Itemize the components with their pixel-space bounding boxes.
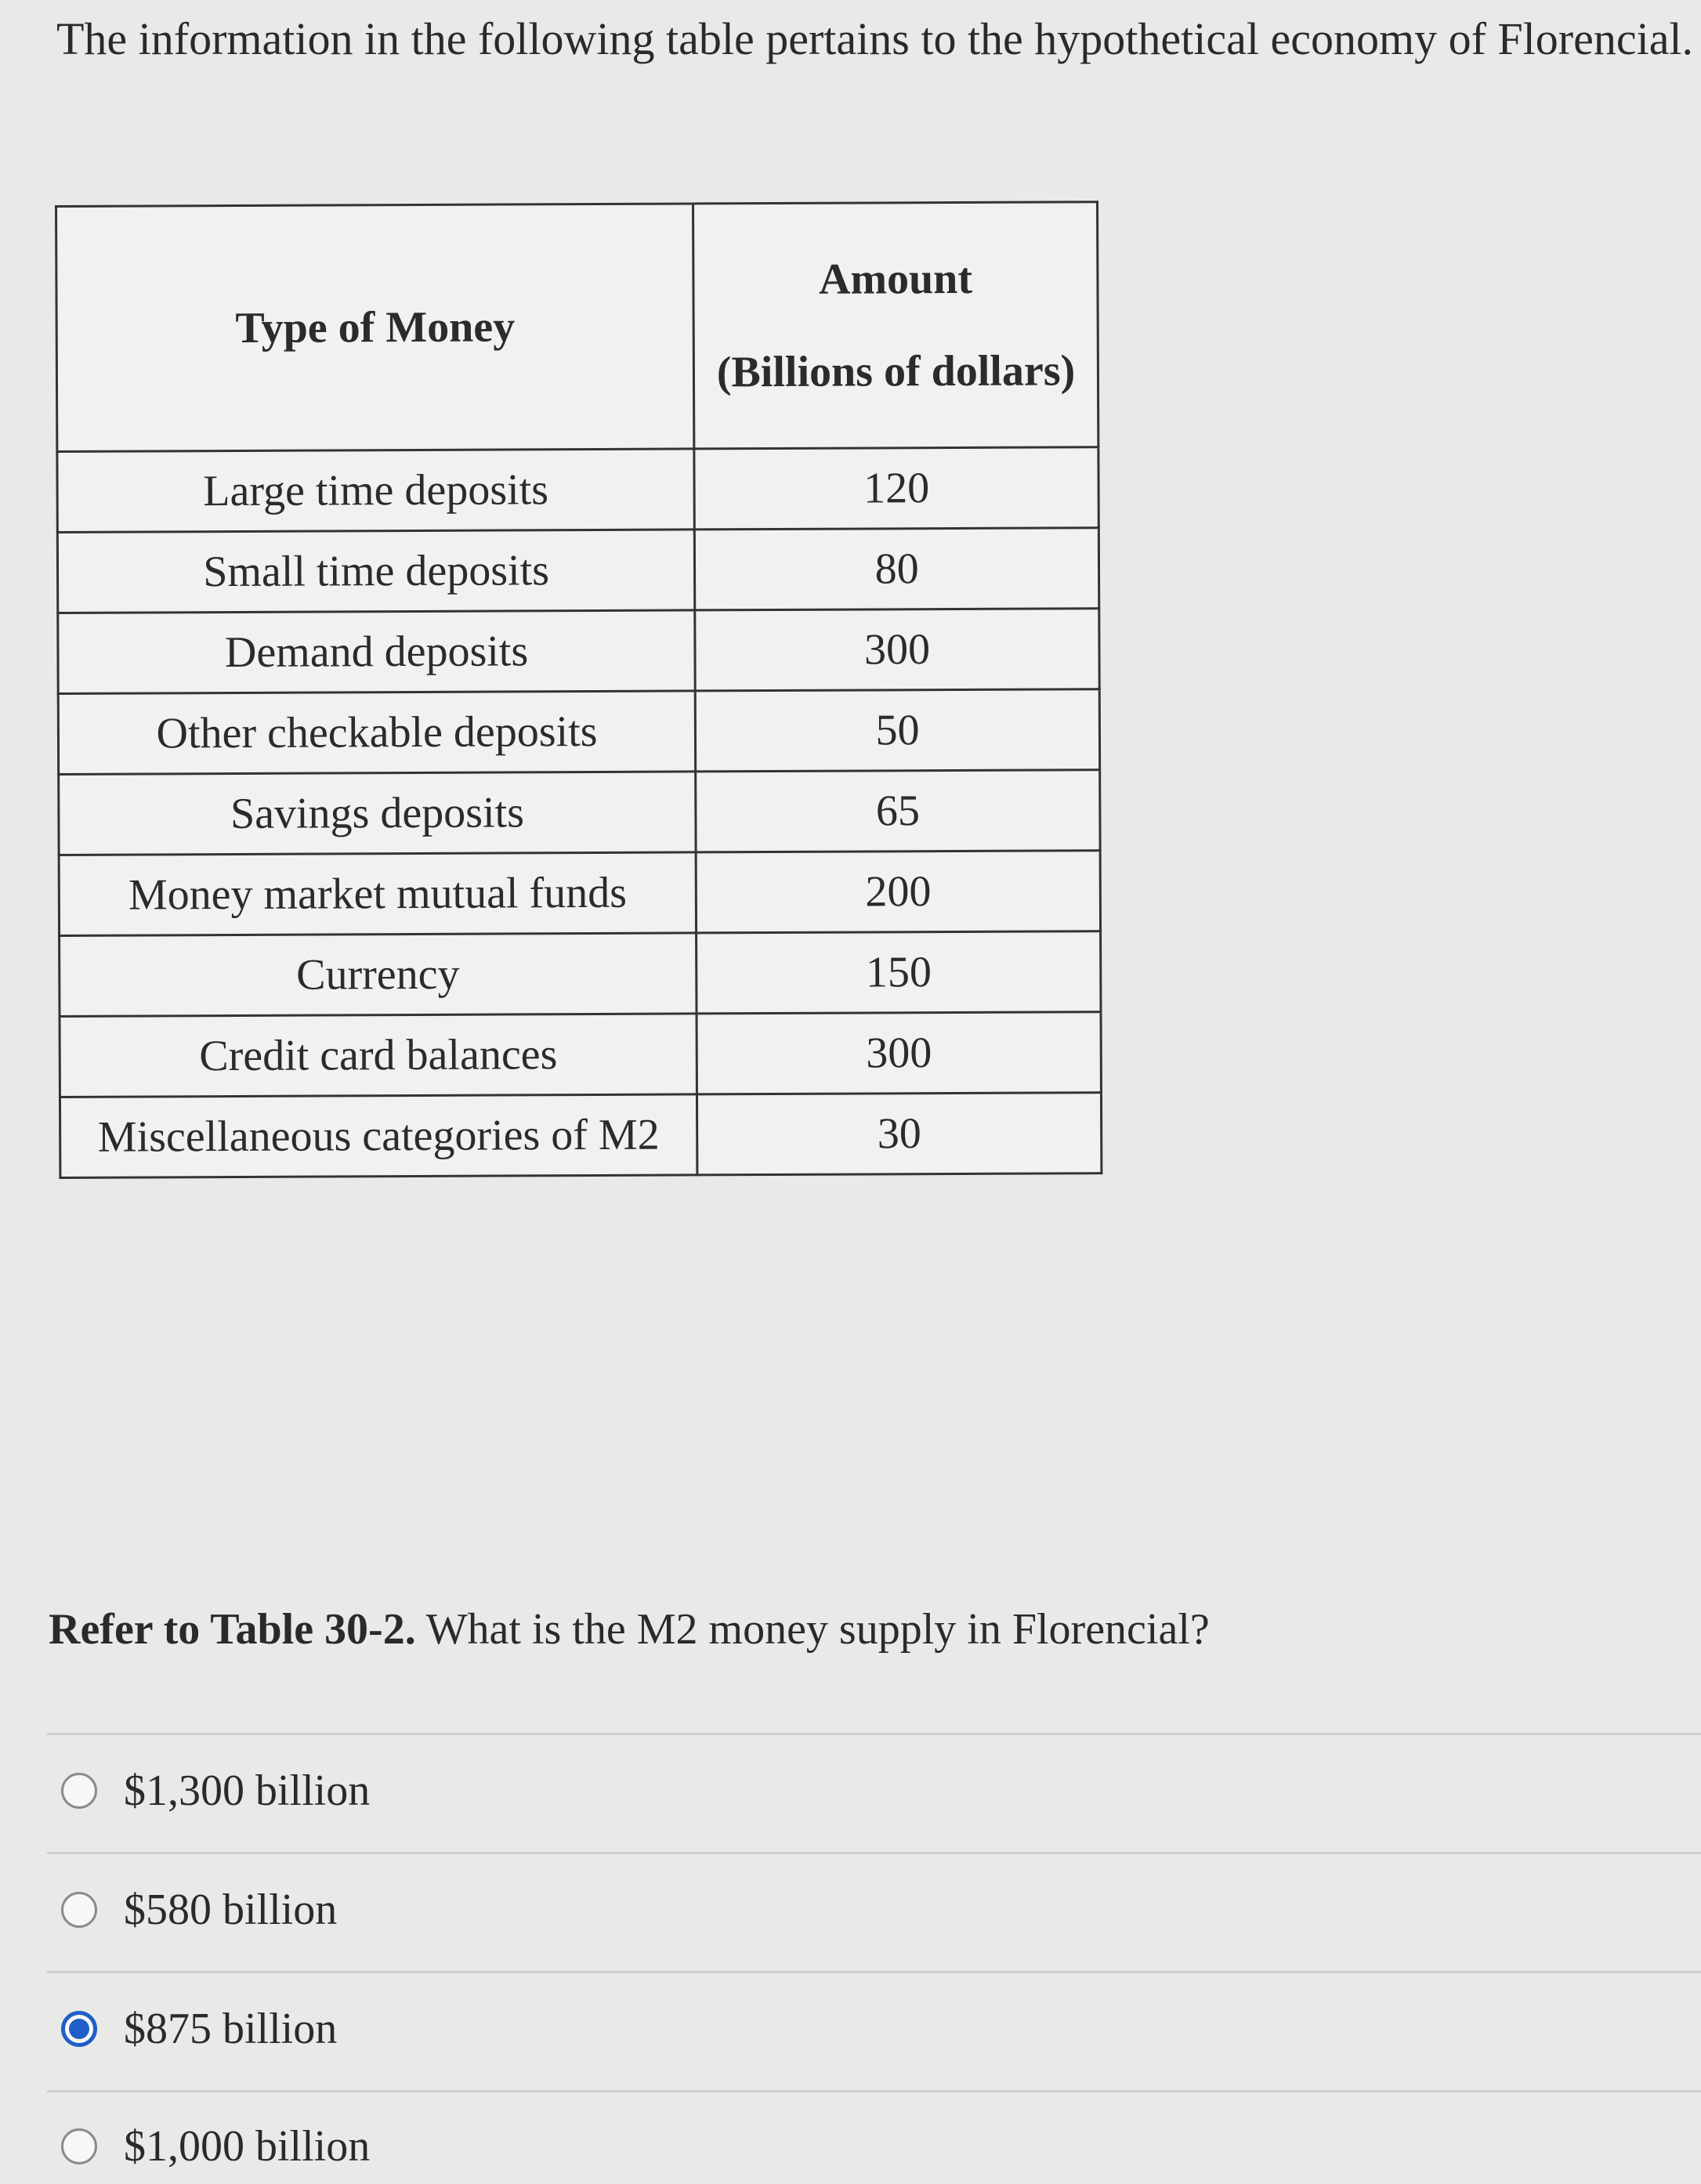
row-type: Currency [60,933,697,1017]
intro-text: The information in the following table pertains to the hypothetical economy of Florencial. [56,13,1694,64]
row-type: Small time deposits [57,530,695,613]
row-amount: 30 [697,1093,1102,1175]
table-row [59,851,1100,936]
answer-option-4[interactable] [61,2115,370,2178]
question-text [49,1598,1210,1661]
table-header-row [56,202,1098,452]
row-amount: 150 [697,931,1101,1014]
money-table [55,201,1102,1179]
table-row [58,609,1099,694]
row-type: Savings deposits [59,772,697,855]
table-row [57,528,1098,613]
divider [47,1852,1701,1854]
row-type: Other checkable deposits [58,691,696,775]
table-row [60,1093,1101,1178]
row-type: Demand deposits [58,610,696,694]
radio-button-selected[interactable] [61,2011,97,2047]
table-row [59,770,1100,855]
row-type: Credit card balances [60,1014,697,1097]
row-amount: 120 [694,447,1098,530]
option-label: $875 billion [124,2005,338,2053]
row-amount: 200 [696,851,1100,933]
option-label: $580 billion [124,1886,338,1934]
table-row [57,447,1098,533]
table-row [60,1012,1101,1097]
header-amount [693,202,1098,449]
table-row [58,689,1099,775]
table-row [60,931,1101,1017]
question-table-ref: Refer to Table 30-2. [49,1605,416,1654]
header-amount-label: Amount [818,254,973,304]
divider [47,1733,1701,1735]
row-type: Miscellaneous categories of M2 [60,1094,697,1178]
row-amount: 300 [697,1012,1101,1094]
radio-button[interactable] [61,1773,97,1809]
answer-option-3[interactable] [61,1998,337,2060]
header-type-of-money: Type of Money [56,204,695,452]
row-amount: 50 [695,689,1099,772]
question-body: What is the M2 money supply in Florencial? [415,1605,1210,1654]
row-type: Large time deposits [57,449,695,533]
option-label: $1,300 billion [124,1766,371,1815]
radio-button[interactable] [61,1892,97,1928]
row-type: Money market mutual funds [59,852,697,936]
header-amount-units: (Billions of dollars) [716,346,1076,397]
divider [47,1971,1701,1973]
answer-option-2[interactable] [61,1878,337,1941]
radio-button[interactable] [61,2128,97,2164]
option-label: $1,000 billion [124,2122,371,2171]
divider [47,2090,1701,2092]
row-amount: 65 [696,770,1100,852]
answer-option-1[interactable] [61,1759,370,1822]
row-amount: 80 [694,528,1098,610]
row-amount: 300 [695,609,1099,691]
